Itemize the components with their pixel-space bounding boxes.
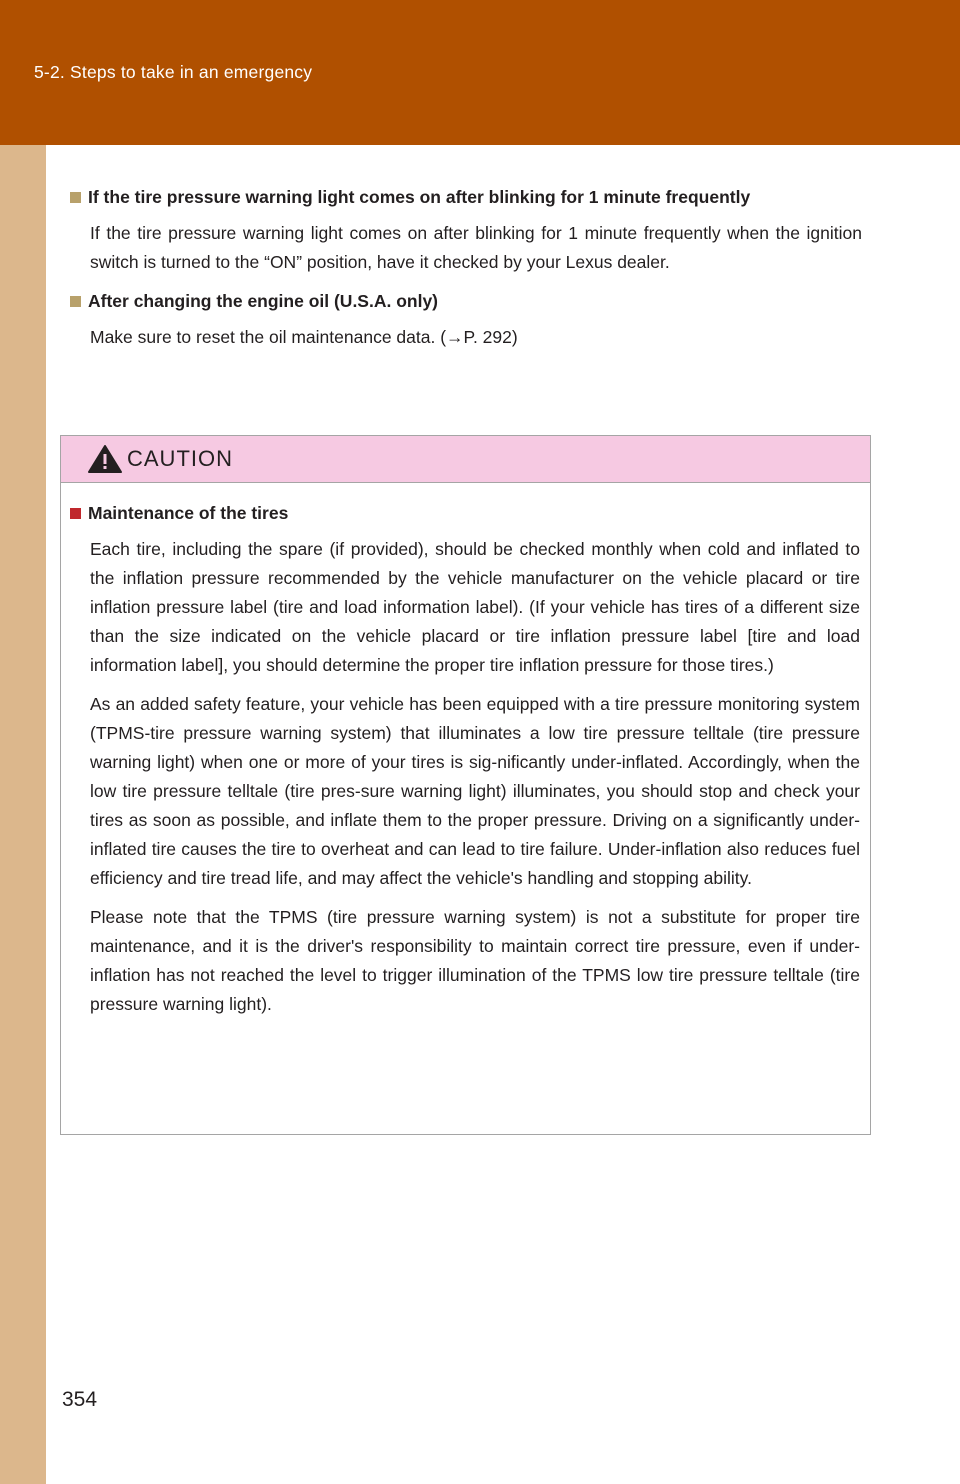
page-number: 354 [62,1388,98,1411]
section-heading [70,183,862,211]
caution-box [60,435,871,1135]
caution-heading-text: Maintenance of the tires [88,503,289,523]
warning-triangle-icon [87,444,123,474]
square-bullet-icon [70,192,81,203]
section-heading-text: If the tire pressure warning light comes on after blinking for 1 minute frequently [88,187,751,207]
section-body: If the tire pressure warning light comes on after blinking for 1 minute frequently when the ignition switch is turned to the “ON” position, have it checked by your Lexus dealer. [90,223,862,272]
caution-label: CAUTION [127,446,233,471]
section-heading [70,287,862,315]
caution-body [61,483,870,1019]
section-heading-text: After changing the engine oil (U.S.A. only) [88,291,439,311]
page-header [0,0,960,145]
caution-paragraph: Please note that the TPMS (tire pressure warning system) is not a substitute for proper tire maintenance, and it is the driver's responsibility to maintain correct tire pressure, even if under-inflation has not reached the level to trigger illumination of the TPMS low tire pressure telltale (tire pressure warning light). [90,907,860,1014]
section-title: 5-2. Steps to take in an emergency [34,62,313,82]
caution-paragraph: As an added safety feature, your vehicle has been equipped with a tire pressure monitoring system (TPMS-tire pressure warning system) that illuminates a low tire pressure telltale (tire pressure warning light) when one or more of your tires is sig-nificantly under-inflated. Accordingly, when the low tire pressure telltale (tire pres-sure warning light) illuminates, you should stop and check your tires as soon as possible, and inflate them to the proper pressure. Driving on a significantly under-inflated tire causes the tire to overheat and can lead to tire failure. Under-inflation also reduces fuel efficiency and tire tread life, and may affect the vehicle's handling and stopping ability. [90,694,860,888]
caution-heading [70,499,860,527]
section-body: Make sure to reset the oil maintenance data. (→P. 292) [90,327,518,347]
side-margin-strip [0,0,46,1484]
main-content [70,183,862,362]
square-bullet-icon [70,508,81,519]
caution-paragraph: Each tire, including the spare (if provided), should be checked monthly when cold and inflated to the inflation pressure recommended by the vehicle manufacturer on the vehicle placard or tire inflation pressure label (tire and load information label). (If your vehicle has tires of a different size than the size indicated on the vehicle placard or tire inflation pressure label [tire and load information label], you should determine the proper tire inflation pressure for those tires.) [90,539,860,675]
square-bullet-icon [70,296,81,307]
caution-header [61,436,870,483]
